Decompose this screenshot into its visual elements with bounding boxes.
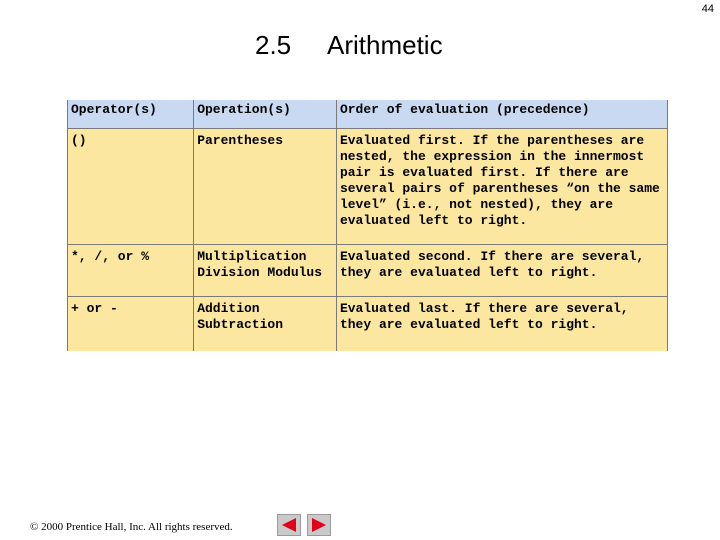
precedence-table [67, 100, 668, 351]
header-operators: Operator(s) [68, 100, 194, 129]
triangle-right-icon [310, 517, 328, 533]
order-cell: Evaluated last. If there are several, they are evaluated left to right. [336, 297, 667, 352]
next-slide-button[interactable] [307, 514, 331, 536]
operator-cell: () [68, 129, 194, 245]
header-order: Order of evaluation (precedence) [336, 100, 667, 129]
operator-cell: *, /, or % [68, 245, 194, 297]
previous-slide-button[interactable] [277, 514, 301, 536]
operator-cell: + or - [68, 297, 194, 352]
operation-cell: Addition Subtraction [194, 297, 337, 352]
copyright-footer: © 2000 Prentice Hall, Inc. All rights reserved. [30, 521, 233, 533]
slide-navigation [277, 514, 331, 536]
table-row [68, 245, 668, 297]
triangle-left-icon [280, 517, 298, 533]
header-operations: Operation(s) [194, 100, 337, 129]
section-number: 2.5 [255, 30, 292, 60]
operation-cell: Multiplication Division Modulus [194, 245, 337, 297]
table-header-row [68, 100, 668, 129]
operation-cell: Parentheses [194, 129, 337, 245]
slide-title [255, 30, 443, 61]
page-number: 44 [701, 3, 714, 15]
order-cell: Evaluated first. If the parentheses are nested, the expression in the innermost pair is evaluated first. If there are several pairs of parentheses “on the same level” (i.e., not nested), they are evaluated left to right. [336, 129, 667, 245]
title-text: Arithmetic [327, 30, 443, 60]
table-row [68, 297, 668, 352]
table-row [68, 129, 668, 245]
order-cell: Evaluated second. If there are several, they are evaluated left to right. [336, 245, 667, 297]
